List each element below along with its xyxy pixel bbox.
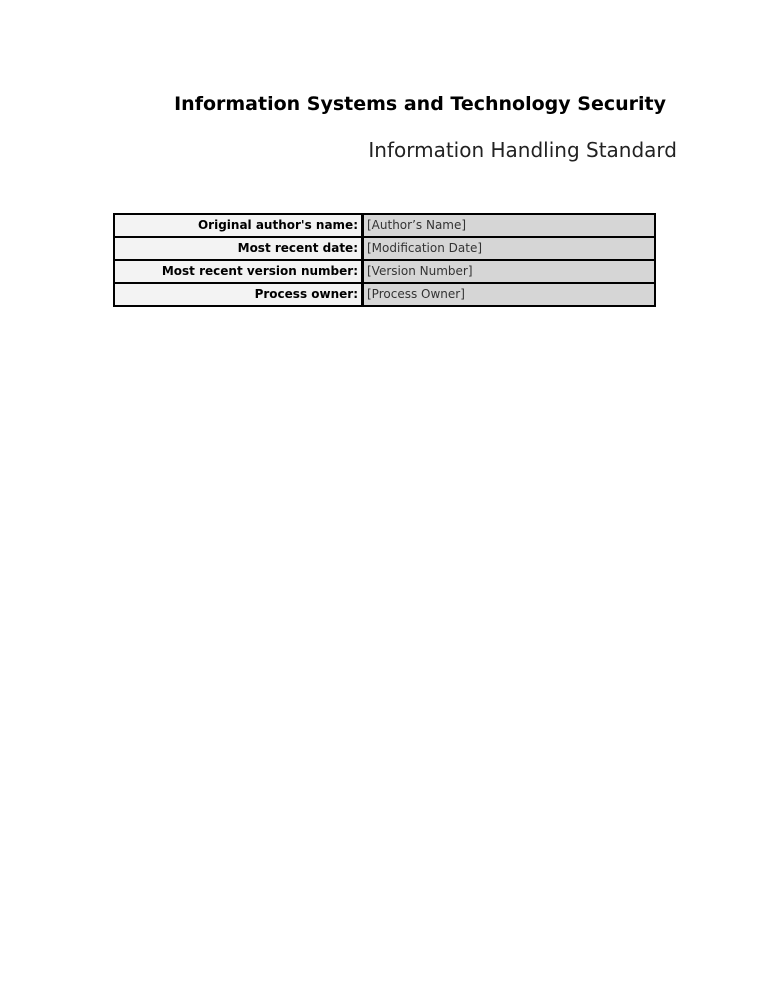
process-owner-value: [Process Owner] bbox=[363, 283, 656, 306]
author-name-value: [Author’s Name] bbox=[363, 214, 656, 237]
table-row bbox=[114, 283, 655, 306]
table-row bbox=[114, 237, 655, 260]
recent-date-label: Most recent date: bbox=[114, 237, 363, 260]
table-row bbox=[114, 260, 655, 283]
version-number-value: [Version Number] bbox=[363, 260, 656, 283]
author-name-label: Original author's name: bbox=[114, 214, 363, 237]
document-metadata-table bbox=[113, 213, 656, 307]
process-owner-label: Process owner: bbox=[114, 283, 363, 306]
document-title: Information Systems and Technology Security bbox=[174, 93, 666, 115]
document-subtitle: Information Handling Standard bbox=[368, 138, 677, 162]
recent-date-value: [Modification Date] bbox=[363, 237, 656, 260]
version-number-label: Most recent version number: bbox=[114, 260, 363, 283]
table-row bbox=[114, 214, 655, 237]
